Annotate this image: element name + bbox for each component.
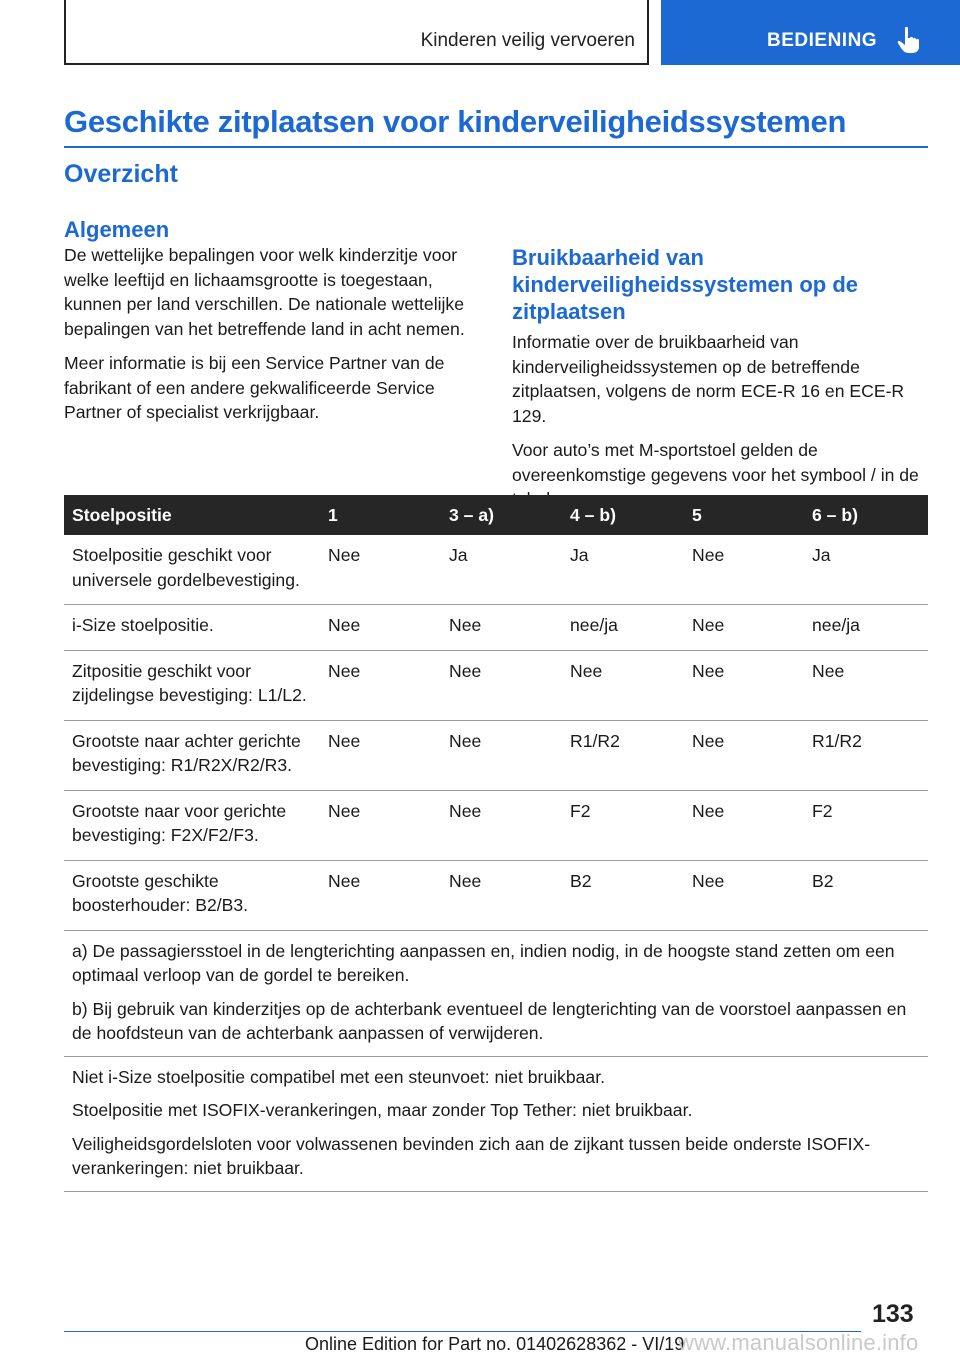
table-cell: Nee [684, 720, 804, 790]
header-cell-seat-position: Stoelpositie [64, 495, 320, 535]
footnote-b: b) Bij gebruik van kinderzitjes op de achterbank eventueel de lengterichting van de voorstoel aanpassen en de hoofdsteun van de achterbank aanpassen of verwijderen. [72, 998, 907, 1043]
table-cell: Nee [684, 790, 804, 860]
note-item: Veiligheidsgordelsloten voor volwassenen bevinden zich aan de zijkant tussen beide onderste ISOFIX-verankeringen: niet bruikbaar. [72, 1133, 871, 1178]
table-cell: Nee [441, 790, 562, 860]
header-cell-5: 5 [684, 495, 804, 535]
table-cell: Nee [320, 605, 441, 651]
header-cell-6: 6 – b) [804, 495, 928, 535]
chapter-tab [661, 0, 960, 65]
row-label: Grootste naar voor gerichte bevestiging: F2X/F2/F3. [64, 790, 320, 860]
seat-suitability-table [64, 495, 928, 1192]
table-cell: R1/R2 [562, 720, 684, 790]
general-paragraph-1: De wettelijke bepalingen voor welk kinderzitje voor welke leeftijd en lichaamsgrootte is toegestaan, kunnen per land verschillen. De nationale wettelijke bepalingen van het betreffende land in acht nemen. [64, 245, 465, 339]
table-row [64, 535, 928, 605]
table-header-row [64, 495, 928, 535]
table-cell: F2 [804, 790, 928, 860]
table-cell: Nee [684, 535, 804, 605]
table-cell: Nee [320, 650, 441, 720]
table-cell: Nee [320, 790, 441, 860]
row-label: Grootste geschikte boosterhouder: B2/B3. [64, 860, 320, 930]
table-row [64, 720, 928, 790]
left-column [64, 216, 484, 425]
watermark-text: www.manualsonline.info [678, 1330, 919, 1355]
table-cell: Nee [684, 650, 804, 720]
notes-row [64, 1056, 928, 1191]
right-column [512, 244, 932, 512]
table-cell: Nee [441, 720, 562, 790]
general-heading: Algemeen [64, 217, 170, 242]
table-cell: B2 [562, 860, 684, 930]
header-cell-3: 3 – a) [441, 495, 562, 535]
header-cell-1: 1 [320, 495, 441, 535]
table-cell: Nee [441, 605, 562, 651]
header-cell-4: 4 – b) [562, 495, 684, 535]
row-label: Stoelpositie geschikt voor universele gordelbevestiging. [64, 535, 320, 605]
footnotes-row [64, 930, 928, 1056]
table-cell: nee/ja [804, 605, 928, 651]
table-cell: Nee [441, 650, 562, 720]
table-cell: B2 [804, 860, 928, 930]
row-label: Grootste naar achter gerichte bevestiging: R1/R2X/R2/R3. [64, 720, 320, 790]
page-number: 133 [872, 1300, 914, 1328]
usability-paragraph-1: Informatie over de bruikbaarheid van kinderveiligheidssystemen op de betreffende zitplaatsen, volgens de norm ECE-R 16 en ECE-R 129. [512, 332, 905, 426]
table-cell: Nee [804, 650, 928, 720]
hand-pointer-icon [897, 26, 923, 54]
page-title: Geschikte zitplaatsen voor kinderveiligheidssystemen [64, 104, 847, 139]
usability-heading: Bruikbaarheid van kinderveiligheidssystemen op de zitplaatsen [512, 245, 859, 324]
table-cell: Nee [320, 535, 441, 605]
section-tab [64, 0, 649, 65]
title-divider [64, 146, 928, 148]
table-cell: Nee [320, 860, 441, 930]
table-cell: Ja [562, 535, 684, 605]
table-cell: F2 [562, 790, 684, 860]
notes-cell [64, 1056, 928, 1191]
edition-text: Online Edition for Part no. 01402628362 - VI/19 [305, 1334, 685, 1354]
footnotes-cell [64, 930, 928, 1056]
note-item: Stoelpositie met ISOFIX-verankeringen, maar zonder Top Tether: niet bruikbaar. [72, 1100, 693, 1120]
section-tab-label: Kinderen veilig vervoeren [420, 30, 635, 51]
table-cell: Nee [562, 650, 684, 720]
table-row [64, 650, 928, 720]
footnote-a: a) De passagiersstoel in de lengterichting aanpassen en, indien nodig, in de hoogste stand zetten om een optimaal verloop van de gordel te bereiken. [72, 940, 895, 985]
table-cell: Nee [320, 720, 441, 790]
table-cell: Ja [804, 535, 928, 605]
chapter-tab-label: BEDIENING [767, 30, 878, 51]
usability-paragraph-2: Voor auto’s met M-sportstoel gelden de overeenkomstige gegevens voor het symbool / in de [512, 440, 919, 485]
general-paragraph-2: Meer informatie is bij een Service Partner van de fabrikant of een andere gekwalificeerde Service Partner of specialist verkrijgbaar. [64, 353, 445, 422]
row-label: Zitpositie geschikt voor zijdelingse bevestiging: L1/L2. [64, 650, 320, 720]
table-cell: R1/R2 [804, 720, 928, 790]
table-row [64, 605, 928, 651]
table-cell: nee/ja [562, 605, 684, 651]
section-subtitle: Overzicht [64, 160, 178, 188]
table-cell: Nee [684, 605, 804, 651]
table-cell: Nee [441, 860, 562, 930]
note-item: Niet i-Size stoelpositie compatibel met een steunvoet: niet bruikbaar. [72, 1066, 605, 1087]
table-row [64, 790, 928, 860]
row-label: i-Size stoelpositie. [64, 605, 320, 651]
table-row [64, 860, 928, 930]
table-cell: Ja [441, 535, 562, 605]
table-cell: Nee [684, 860, 804, 930]
